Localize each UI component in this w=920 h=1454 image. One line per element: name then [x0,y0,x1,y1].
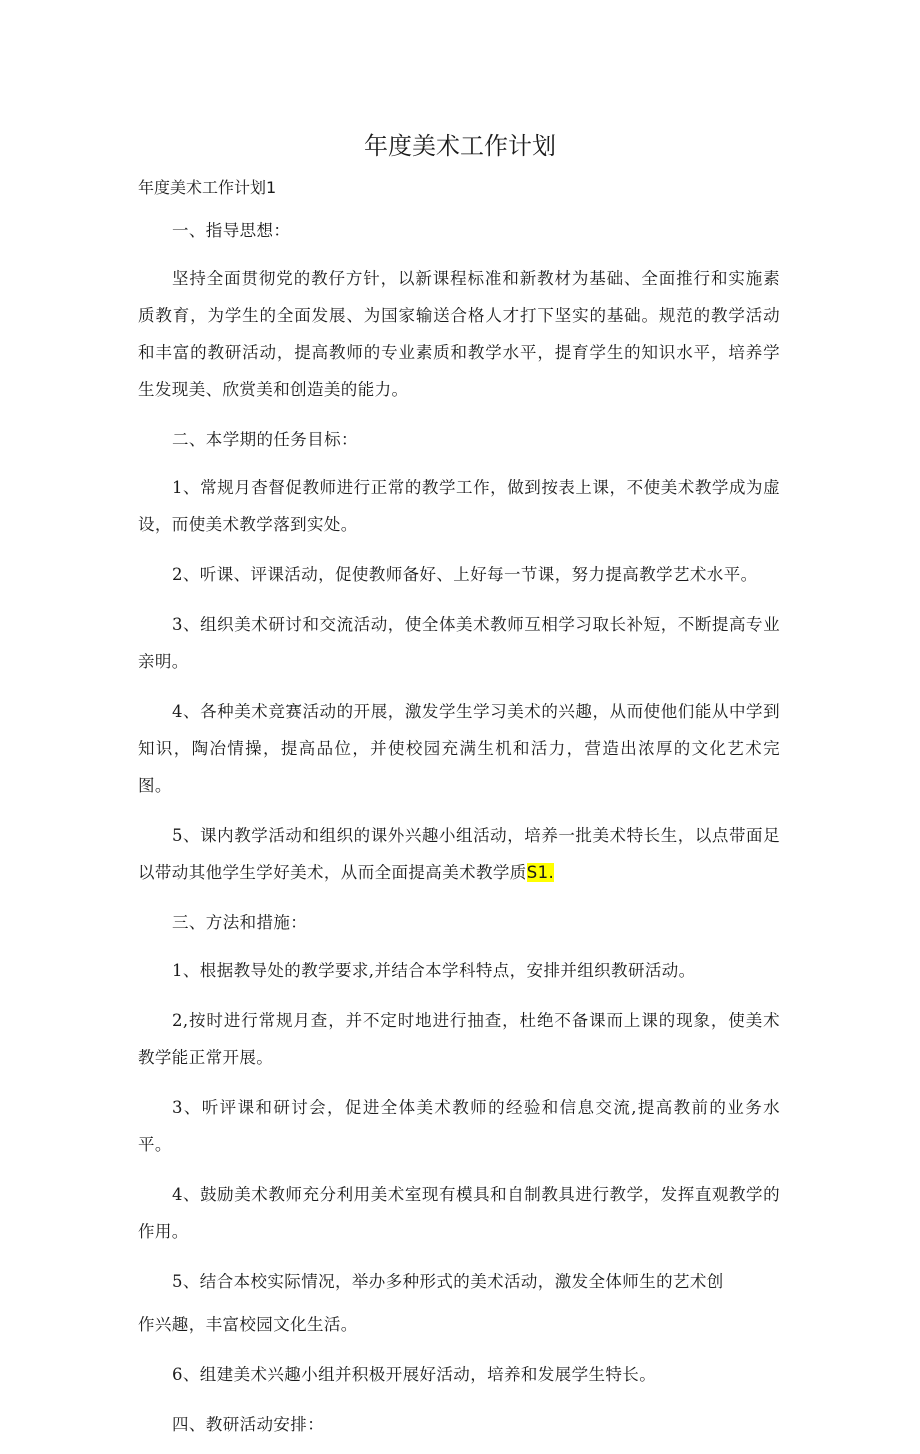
highlighted-text: S1. [526,863,555,882]
section-heading: 一、指导思想： [172,221,291,240]
paragraph-continuation: 作兴趣，丰富校园文化生活。 [138,1315,358,1334]
paragraph: 4、各种美术竞赛活动的开展，激发学生学习美术的兴趣，从而使他们能从中学到知识，陶冶情操，提高品位，并使校园充满生机和活力，营造出浓厚的文化艺术完图。 [138,702,780,795]
document-title: 年度美术工作计划 [364,132,556,160]
document-subtitle: 年度美术工作计划1 [138,178,277,197]
paragraph: 1、根据教导处的教学要求,并结合本学科特点，安排并组织教研活动。 [172,961,696,980]
paragraph-with-highlight [138,817,780,891]
paragraph: 4、鼓励美术教师充分利用美术室现有模具和自制教具进行教学，发挥直观教学的作用。 [138,1185,780,1241]
paragraph-text: 5、课内教学活动和组织的课外兴趣小组活动，培养一批美术特长生，以点带面足以带动其他学生学好美术，从而全面提高美术教学质 [138,826,780,882]
paragraph: 1、常规月杳督促教师进行正常的教学工作，做到按表上课，不使美术教学成为虚设，而使美术教学落到实处。 [138,478,780,534]
paragraph: 2、听课、评课活动，促使教师备好、上好每一节课，努力提高教学艺术水平。 [172,565,758,584]
section-heading: 二、本学期的任务目标： [172,430,358,449]
paragraph: 6、组建美术兴趣小组并积极开展好活动，培养和发展学生特长。 [172,1365,657,1384]
paragraph: 3、组织美术研讨和交流活动，使全体美术教师互相学习取长补短，不断提高专业亲明。 [138,615,780,671]
paragraph: 5、结合本校实际情况，举办多种形式的美术活动，激发全体师生的艺术创 [172,1272,724,1291]
paragraph: 2,按时进行常规月查，并不定时地进行抽查，杜绝不备课而上课的现象，使美术教学能正常开展。 [138,1011,780,1067]
section-heading: 三、方法和措施： [172,913,308,932]
section-heading: 四、教研活动安排： [172,1415,325,1434]
document-body [138,212,780,1454]
paragraph: 3、听评课和研讨会，促进全体美术教师的经验和信息交流,提高教前的业务水平。 [138,1098,780,1154]
paragraph: 坚持全面贯彻党的教仔方针，以新课程标准和新教材为基础、全面推行和实施素质教育，为学生的全面发展、为国家输送合格人才打下坚实的基础。规范的教学活动和丰富的教研活动，提高教师的专业素质和教学水平，提育学生的知识水平，培养学生发现美、欣赏美和创造美的能力。 [138,269,780,399]
